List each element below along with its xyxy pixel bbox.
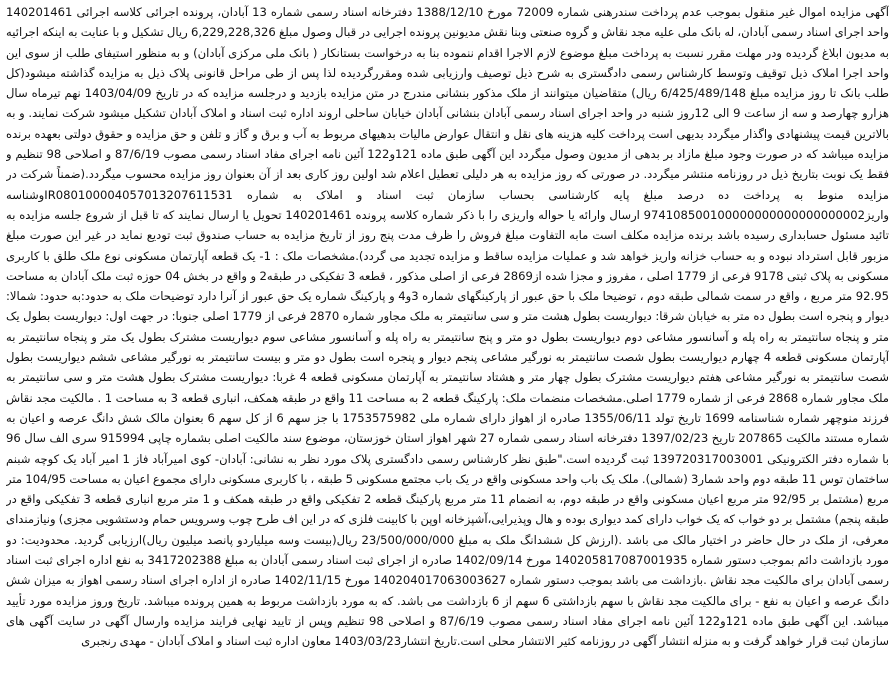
notice-body: آگهی مزایده اموال غیر منقول بموجب عدم پرداخت سندرهنی شماره 72009 مورخ 1388/12/10 دفترخانه اسناد رسمی شماره 13 آبادان، پرونده اجرائی کلاسه اجرائی 140201461 واحد اجرای اسناد رسمی آبادان، له بانک ملی علیه مجد نقاش و گروه صنعتی وبنا نقش مدیونین پرونده اجرایی در قبال وصول مبلغ 6,229,228,326 ریال تشکیل و با عنایت به اینکه اجرائیه به مدیون ابلاغ گردیده ودر مهلت مقرر نسبت به پرداخت مبلغ موضوع لازم الاجرا اقدام ننموده بنا به درخواست بستانکار ( بانک ملی مرکزی آبادان) و به منظور استیفای طلب از سوی این واحد اجرا املاک ذیل توقیف وتوسط کارشناس رسمی دادگستری به شرح ذیل توصیف وارزیابی شده ومقررگردیده لذا پس از طی مراحل قانونی پلاک ذیل به مزایده گذاشته میشود(کل طلب بانک تا روز مزایده مبلغ 6/425/489/148 ریال) متقاضیان میتوانند از ملک مذکور بنشانی مندرج در متن مزایده بازدید و درجلسه مزایده که در تاریخ 1403/04/09 نهم تیرماه سال هزارو چهارصد و سه از ساعت 9 الی 12روز شنبه در واحد اجرای اسناد رسمی آبادان بنشانی آبادان خیابان ساحلی اروند اداره ثبت اسناد و املاک آبادان تشکیل میشود شرکت نمایند. و به بالاترین قیمت پیشنهادی واگذار میگردد بدیهی است پرداخت کلیه هزینه های نقل و انتقال عوارض مالیات بدهیهای مربوط به آب و برق و گاز و تلفن و حق مزایده و حقوق دولتی بعهده برنده مزایده میباشد که در صورت وجود مبلغ مازاد بر بدهی از مدیون وصول میگردد این آگهی طبق ماده 121و122 آئین نامه اجرای مفاد اسناد رسمی مصوب 87/6/19 و اصلاحی 98 تنظیم و فقط یک نوبت بتاریخ ذیل در روزنامه منتشر میگردد. در صورتی که روز مزایده به هر دلیلی تعطیل اعلام شد اولین روز کاری بعد از آن بعنوان روز مزایده محسوب میگردد.(ضمناً شرکت در مزایده منوط به پرداخت ده درصد مبلغ پایه کارشناسی بحساب سازمان ثبت اسناد و املاک به شماره IR080100004057013207611531وشناسه واریز974108500100000000000000000002 ارسال وارائه یا حواله واریزی را با ذکر شماره کلاسه پرونده 140201461 تحویل یا ارسال نمایند که تا قبل از شروع جلسه مزایده به تائید مسئول حسابداری رسیده باشد برنده مزایده مکلف است مابه التفاوت مبلغ فروش را ظرف مدت پنج روز از تاریخ مزایده به حساب صندوق ثبت تودیع نماید در غیر این صورت مبلغ مزبور قابل استرداد نبوده و به حساب خزانه واریز خواهد شد و عملیات مزایده ساقط و مزایده تجدید می گردد).مشخصات ملک : 1- یک قطعه آپارتمان مسکونی نوع ملک طلق با کاربری مسکونی به پلاک ثبتی 9178 فرعی از 1779 اصلی ، مفروز و مجزا شده از2869 فرعی از اصلی مذکور ، قطعه 3 تفکیکی در طبقه2 و واقع در بخش 04 حوزه ثبت ملک آبادان به مساحت 92.95 متر مربع ، واقع در سمت شمالی طبقه دوم ، توضیحا ملک با حق عبور از پارکینگهای شماره 3و4 و پارکینگ شماره یک حق عبور از آنرا دارد توضیحات ملک به حدود:به حدود: شمالا: دیوار و پنجره است بطول ده متر به خیابان شرقا: دیواریست بطول هشت متر و سی سانتیمتر به ملک مجاور شماره 2870 فرعی از 1779 اصلی جنوبا: در جهت اول: دیواریست بطول یک متر و پنجاه سانتیمتر به راه پله و آسانسور مشاعی دوم دیواریست بطول دو متر و پنج سانتیمتر به راه پله و آسانسور مشاعی سوم دیواریست مشترک بطول یک متر و پنجاه سانتیمتر به آپارتمان مسکونی قطعه 4 چهارم دیواریست بطول شصت سانتیمتر به نورگیر مشاعی پنجم دیوار و پنجره است بطول دو متر و بیست سانتیمتر به نورگیر مشاعی ششم دیواریست بطول شصت سانتیمتر به نورگیر مشاعی هفتم دیواریست مشترک بطول چهار متر و هشتاد سانتیمتر به آپارتمان مسکونی قطعه 4 غربا: دیواریست مشترک بطول هشت متر و سی سانتیمتر به ملک مجاور شماره 2868 فرعی از شماره 1779 اصلی.مشخصات منضمات ملک: پارکینگ قطعه 2 به مساحت 11 واقع در طبقه همکف، انباری قطعه 3 به مساحت 1 . مالکیت مجد نقاش فرزند منوچهر شماره شناسنامه 1699 تاریخ تولد 1355/06/11 صادره از اهواز دارای شماره ملی 1753575982 با جز سهم 6 از کل سهم 6 بعنوان مالک شش دانگ عرصه و اعیان به شماره مستند مالکیت 207865 تاریخ 1397/02/23 دفترخانه اسناد رسمی شماره 27 شهر اهواز استان خوزستان، موضوع سند مالکیت اصلی بشماره چاپی 915994 سری الف سال 96 با شماره دفتر الکترونیکی 139720317003001 ثبت گردیده است."طبق نظر کارشناس رسمی دادگستری پلاک مورد نظر به نشانی: آبادان- کوی امیرآباد فاز 1 امیر آباد یک کوچه شبنم ساختمان توس 11 طبقه دوم واحد شمار3 (شمالی). ملک یک باب واحد مسکونی واقع در یک باب مجتمع مسکونی 5 طبقه ، با کاربری مسکونی دارای مجموع اعیان به مساحت 104/95 متر مربع (مشتمل بر 92/95 متر مربع اعیان مسکونی واقع در طبقه دوم، به انضمام 11 متر مربع پارکینگ قطعه 2 تفکیکی واقع در طبقه همکف و 1 متر مربع انباری قطعه 3 تفکیکی واقع در طبقه پنجم) مشتمل بر دو خواب که یک خواب دارای کمد دیواری بوده و هال وپذیرایی،آشپزخانه اوپن با کابینت فلزی که در این اف طرح چوب وسرویس حمام ودستشویی مجزی) ونیازمندای معرفی، از ملک در حال حاضر در اختیار مالک می باشد .(ارزش کل ششدانگ ملک به مبلغ 23/500/000/000 ریال(بیست وسه میلیاردو پانصد میلیون ریال)ارزیابی گردید. محدودیت: دو مورد بازداشت دائم بموجب دستور شماره 140205817087001935 مورخ 1402/09/14 صادره از اجرای ثبت اسناد رسمی آبادان به مبلغ 3417202388 به نفع اداره اجرای ثبت اسناد رسمی آبادان برای مالکیت مجد نقاش .بازداشت می باشد بموجب دستور شماره 140204017063003627 مورخ 1402/11/15 صادره از اداره اجرای اسناد رسمی اهواز به میزان شش دانگ عرصه و اعیان به نفع - برای مالکیت مجد نقاش با سهم بازداشتی 6 سهم از 6 بازداشت می باشد. که به مورد بازداشت مربوط به همین پرونده میباشد. تاریخ وروز مزایده مورد تأیید میباشد. این آگهی طبق ماده 121و122 آئین نامه اجرای مفاد اسناد رسمی مصوب 87/6/19 و اصلاحی 98 تنظیم وپس از تایید نهایی فرایند مزایده وارسال آگهی در سایت آگهی های سازمان ثبت قرار خواهد گرفت و به منزله انتشار آگهی در روزنامه کثیر الانتشار محلی است.تاریخ انتشار1403/03/23 معاون اداره ثبت اسناد و املاک آبادان - مهدی رنجبری (6, 5, 889, 649)
auction-notice (6, 2, 889, 689)
